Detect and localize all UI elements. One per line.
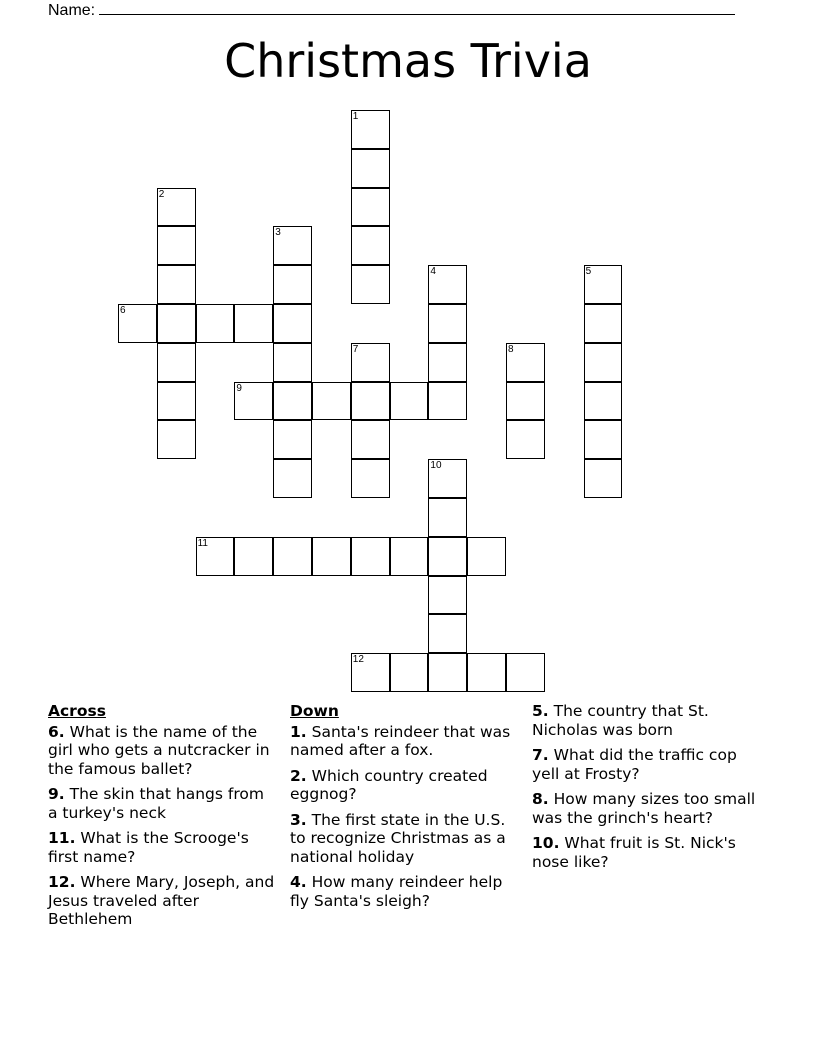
across-heading: Across: [48, 702, 106, 720]
clue-number: 3: [275, 227, 281, 239]
clue-number: 6: [120, 305, 126, 316]
crossword-cell[interactable]: [428, 382, 467, 421]
crossword-cell[interactable]: [584, 382, 623, 421]
crossword-cell[interactable]: [351, 420, 390, 459]
clue-item: 9. The skin that hangs from a turkey's neck: [48, 785, 264, 822]
clue-number: 9: [236, 382, 242, 394]
crossword-cell[interactable]: [157, 420, 196, 459]
crossword-cell[interactable]: [584, 265, 623, 304]
crossword-cell[interactable]: [157, 226, 196, 265]
clue-item: 11. What is the Scrooge's first name?: [48, 829, 249, 866]
crossword-cell[interactable]: [234, 382, 273, 421]
crossword-cell[interactable]: [428, 343, 467, 382]
crossword-cell[interactable]: [351, 188, 390, 227]
clue-item: 3. The first state in the U.S. to recognize Christmas as a national holiday: [290, 810, 506, 866]
crossword-cell[interactable]: [234, 304, 273, 343]
crossword-cell[interactable]: [273, 537, 312, 576]
crossword-cell[interactable]: [428, 576, 467, 615]
crossword-cell[interactable]: [584, 459, 623, 498]
crossword-cell[interactable]: [584, 304, 623, 343]
crossword-cell[interactable]: [351, 149, 390, 188]
crossword-cell[interactable]: [118, 304, 157, 343]
clue-item: 8. How many sizes too small was the grinch's heart?: [532, 790, 756, 827]
page-title: Christmas Trivia: [224, 34, 592, 88]
clue-number: 1: [352, 111, 359, 122]
clue-number: 5: [585, 266, 592, 278]
crossword-cell[interactable]: [157, 188, 196, 227]
crossword-cell[interactable]: [273, 459, 312, 498]
down-heading: Down: [290, 702, 339, 720]
crossword-cell[interactable]: [157, 304, 196, 343]
crossword-cell[interactable]: [351, 265, 390, 304]
crossword-cell[interactable]: [428, 653, 467, 692]
name-label: Name:: [48, 2, 96, 19]
crossword-cell[interactable]: [157, 265, 196, 304]
crossword-cell[interactable]: [351, 382, 390, 421]
clue-item: 4. How many reindeer help fly Santa's sleigh?: [290, 873, 503, 910]
crossword-cell[interactable]: [157, 382, 196, 421]
clue-number: 10: [430, 460, 442, 472]
crossword-cell[interactable]: [506, 420, 545, 459]
clue-number: 2: [158, 188, 165, 200]
clue-item: 6. What is the name of the girl who gets a nutcracker in the famous ballet?: [48, 722, 270, 778]
crossword-cell[interactable]: [273, 265, 312, 304]
crossword-cell[interactable]: [428, 614, 467, 653]
across-clues: [48, 702, 278, 936]
crossword-cell[interactable]: [351, 110, 390, 149]
clue-item: 7. What did the traffic cop yell at Frosty?: [532, 746, 737, 783]
crossword-cell[interactable]: [584, 343, 623, 382]
crossword-cell[interactable]: [428, 498, 467, 537]
crossword-cell[interactable]: [467, 537, 506, 576]
crossword-cell[interactable]: [273, 420, 312, 459]
clue-item: 5. The country that St. Nicholas was born: [532, 702, 709, 739]
clue-number: 12: [352, 654, 364, 666]
down-clues-continued: [532, 702, 762, 878]
crossword-cell[interactable]: [351, 459, 390, 498]
clue-number: 8: [508, 343, 514, 355]
crossword-cell[interactable]: [273, 343, 312, 382]
clue-number: 4: [430, 266, 436, 278]
crossword-cell[interactable]: [273, 226, 312, 265]
clue-item: 10. What fruit is St. Nick's nose like?: [532, 834, 736, 871]
crossword-cell[interactable]: [351, 226, 390, 265]
crossword-cell[interactable]: [196, 304, 235, 343]
clue-item: 12. Where Mary, Joseph, and Jesus traveled after Bethlehem: [48, 873, 275, 928]
crossword-cell[interactable]: [196, 537, 235, 576]
crossword-cell[interactable]: [157, 343, 196, 382]
crossword-cell[interactable]: [351, 537, 390, 576]
clue-number: 11: [197, 537, 208, 549]
crossword-cell[interactable]: [390, 653, 429, 692]
crossword-cell[interactable]: [584, 420, 623, 459]
crossword-cell[interactable]: [506, 343, 545, 382]
down-clues: [290, 702, 520, 917]
crossword-cell[interactable]: [506, 382, 545, 421]
clue-item: 2. Which country created eggnog?: [290, 766, 488, 803]
crossword-cell[interactable]: [428, 265, 467, 304]
crossword-cell[interactable]: [390, 537, 429, 576]
crossword-cell[interactable]: [428, 304, 467, 343]
crossword-cell[interactable]: [428, 459, 467, 498]
clue-number: 7: [352, 343, 359, 355]
crossword-cell[interactable]: [506, 653, 545, 692]
crossword-cell[interactable]: [273, 382, 312, 421]
crossword-cell[interactable]: [467, 653, 506, 692]
clue-item: 1. Santa's reindeer that was named after a fox.: [290, 722, 511, 759]
crossword-cell[interactable]: [312, 537, 351, 576]
crossword-cell[interactable]: [428, 537, 467, 576]
crossword-cell[interactable]: [273, 304, 312, 343]
crossword-cell[interactable]: [351, 343, 390, 382]
crossword-cell[interactable]: [312, 382, 351, 421]
crossword-cell[interactable]: [234, 537, 273, 576]
crossword-cell[interactable]: [390, 382, 429, 421]
crossword-cell[interactable]: [351, 653, 390, 692]
